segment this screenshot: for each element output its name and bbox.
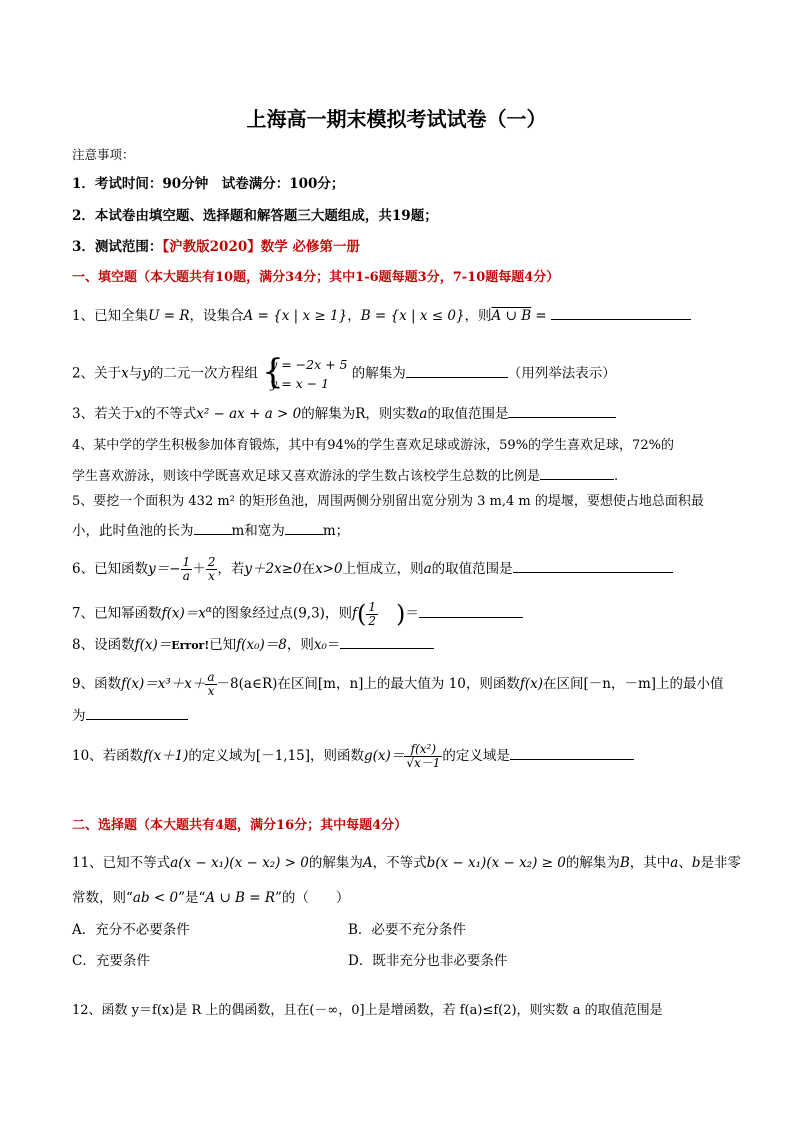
fraction: $\frac{\text{f(x²)}}{√x-1}$	[406, 742, 441, 770]
answer-blank[interactable]	[508, 403, 616, 418]
question-10: 10、若函数f(x＋1)的定义域为[－1,15]，则函数g(x)＝ $\frac{\text{f(x²)}}{√x-1}$ 的定义域是	[72, 743, 634, 770]
option-b[interactable]: B．必要不充分条件	[348, 922, 466, 938]
answer-blank[interactable]	[86, 705, 188, 720]
note-2: 2．本试卷由填空题、选择题和解答题三大题组成，共19题；	[72, 208, 438, 224]
question-7: 7、已知幂函数$f(x)=x^\alpha$的图象经过点(9,3)，则f( $\frac{1}{2}$ )＝	[72, 600, 523, 628]
note-3: 3．测试范围：【沪教版2020】数学 必修第一册	[72, 239, 360, 255]
question-4-line-2: 学生喜欢游泳，则该中学既喜欢足球又喜欢游泳的学生数占该校学生总数的比例是 .	[72, 465, 618, 487]
answer-blank[interactable]	[285, 520, 323, 535]
question-4-line-1: 4、某中学的学生积极参加体育锻炼，其中有94%的学生喜欢足球或游泳，59%的学生喜欢足球，72%的	[72, 438, 674, 453]
question-2: 2、关于x与y的二元一次方程组 { y = −2x + 5 y = x − 1 的解集为 （用列举法表示）	[72, 352, 616, 392]
answer-blank[interactable]	[406, 363, 508, 378]
question-5-line-2: 小，此时鱼池的长为 m和宽为 m；	[72, 520, 349, 541]
question-9-line-2: 为	[72, 705, 188, 726]
answer-blank[interactable]	[513, 558, 673, 573]
option-c[interactable]: C．充要条件	[72, 953, 150, 969]
question-8: 8、设函数f(x)＝Error!已知f(x₀)＝8，则x₀＝	[72, 634, 434, 656]
answer-blank[interactable]	[510, 745, 634, 760]
section-2-heading: 二、选择题（本大题共有4题，满分16分；其中每题4分）	[72, 818, 408, 833]
answer-blank[interactable]	[340, 634, 434, 649]
fraction: $\frac{a}{x}$	[207, 670, 215, 698]
question-11-line-1: 11、已知不等式a(x − x₁)(x − x₂) > 0的解集为A，不等式b(x − x₁)(x − x₂) ≥ 0的解集为B，其中a、b是非零	[72, 855, 742, 871]
fraction: $\frac{2}{x}$	[207, 555, 216, 583]
equation-system: { y = −2x + 5 y = x − 1	[262, 352, 348, 392]
notes-heading: 注意事项：	[72, 147, 135, 162]
answer-blank[interactable]	[194, 520, 232, 535]
question-12: 12、函数 y＝f(x)是 R 上的偶函数，且在(－∞，0]上是增函数，若 f(a)≤f(2)，则实数 a 的取值范围是	[72, 1003, 663, 1018]
question-1: 1、已知全集U = R，设集合A = {x | x ≥ 1}，B = {x | x ≤ 0}，则A ∪ B =	[72, 305, 691, 326]
option-d[interactable]: D．既非充分也非必要条件	[348, 953, 508, 969]
answer-blank[interactable]	[419, 603, 523, 618]
answer-blank[interactable]	[551, 305, 691, 320]
page-title: 上海高一期末模拟考试试卷（一）	[246, 107, 547, 131]
option-a[interactable]: A．充分不必要条件	[72, 922, 190, 938]
note-1: 1．考试时间：90分钟 试卷满分：100分；	[72, 176, 345, 192]
question-11-line-2: 常数，则“ab < 0”是“A ∪ B = R”的（ ）	[72, 890, 350, 906]
question-6: 6、已知函数y＝− $\frac{1}{a}$ ＋ $\frac{2}{x}$ ，若y＋2x≥0在x>0上恒成立，则a的取值范围是	[72, 556, 673, 583]
section-1-heading: 一、填空题（本大题共有10题，满分34分；其中1-6题每题3分，7-10题每题4分）	[72, 270, 560, 285]
question-5-line-1: 5、要挖一个面积为 432 m² 的矩形鱼池，周围两侧分别留出宽分别为 3 m,4 m 的堤堰，要想使占地总面积最	[72, 494, 704, 509]
fraction: $\frac{1}{2}$	[368, 599, 376, 628]
fraction: $\frac{1}{a}$	[182, 555, 191, 583]
question-3: 3、若关于x的不等式x² − ax + a > 0的解集为R，则实数a的取值范围是	[72, 403, 616, 424]
answer-blank[interactable]	[540, 465, 614, 480]
test-scope: 【沪教版2020】数学 必修第一册	[162, 239, 360, 255]
question-9-line-1: 9、函数f(x)＝x³＋x＋ $\frac{a}{x}$ －8(a∈R)在区间[m，n]上的最大值为 10，则函数f(x)在区间[－n，－m]上的最小值	[72, 670, 724, 698]
